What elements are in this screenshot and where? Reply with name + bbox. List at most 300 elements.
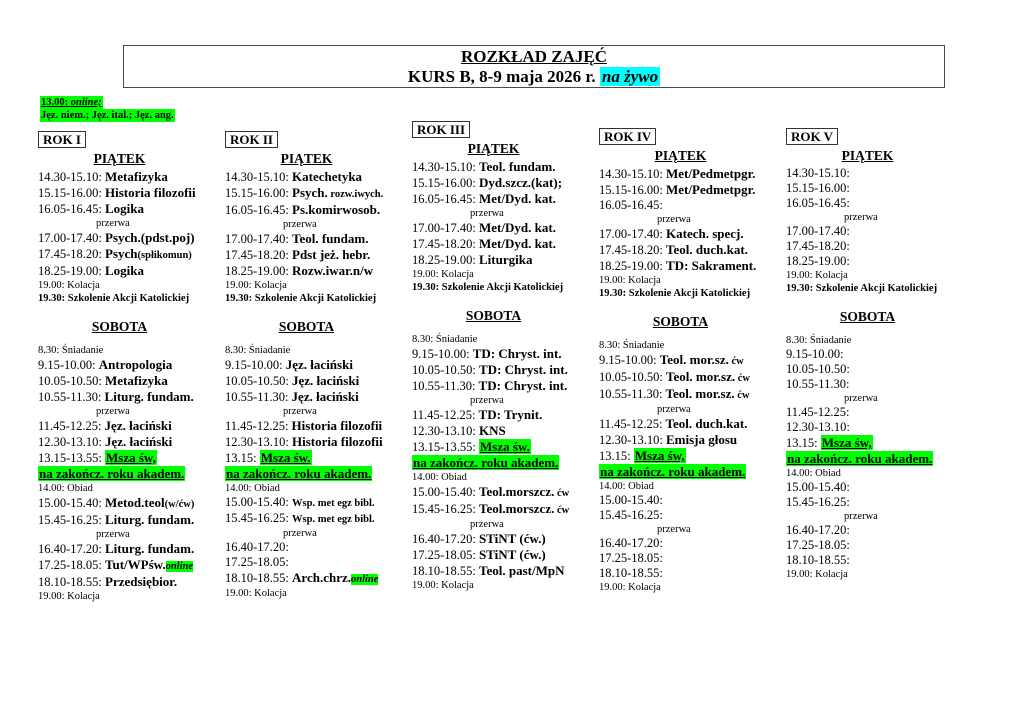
time-label: 15.15-16.00:	[412, 176, 480, 190]
subject-label: STiNT (ćw.)	[479, 547, 546, 562]
time-label: 15.00-15.40:	[412, 485, 480, 499]
subject-label: TD: Sakrament.	[666, 258, 757, 273]
schedule-row	[38, 434, 225, 450]
note-languages: Jęz. niem.; Jęz. ital.; Jęz. ang.	[41, 110, 174, 121]
time-label: 17.45-18.20:	[225, 248, 293, 262]
time-label: 16.05-16.45:	[38, 202, 106, 216]
schedule-row	[412, 346, 599, 362]
time-label: 12.30-13.10:	[786, 420, 850, 434]
time-label: 10.55-11.30:	[599, 387, 666, 401]
meal-row: 19.00: Kolacja	[38, 591, 100, 602]
meal-row: 19.00: Kolacja	[599, 275, 661, 286]
subject-label: Teol.morszcz.	[479, 484, 555, 499]
schedule-row	[38, 230, 225, 246]
mass-continued-label: na zakończ. roku akadem.	[39, 466, 185, 481]
subject-label: Logika	[105, 263, 145, 278]
friday-header: PIĄTEK	[93, 151, 146, 166]
time-label: 17.00-17.40:	[786, 224, 850, 238]
time-label: 10.55-11.30:	[225, 390, 292, 404]
subject-label: Jęz. łaciński	[285, 357, 353, 372]
online-badge: online	[165, 561, 194, 572]
time-label: 18.10-18.55:	[225, 571, 293, 585]
break-row: przerwa	[283, 219, 317, 230]
training-row: 19.30: Szkolenie Akcji Katolickiej	[599, 288, 751, 299]
schedule-row	[38, 418, 225, 434]
schedule-row	[225, 202, 412, 218]
mass-label: Msza św,	[634, 448, 685, 463]
schedule-row	[38, 574, 225, 590]
time-label: 16.40-17.20:	[412, 532, 480, 546]
subject-label: TD: Chryst. int.	[478, 378, 568, 393]
schedule-row	[786, 538, 973, 553]
time-label: 10.05-10.50:	[225, 374, 293, 388]
schedule-row	[412, 159, 599, 175]
training-row: 19.30: Szkolenie Akcji Katolickiej	[225, 293, 377, 304]
mass-label: Msza św.	[480, 439, 530, 454]
time-label: 14.30-15.10:	[786, 166, 850, 180]
subject-small-label: ćw	[554, 488, 570, 499]
subject-label: Antropologia	[98, 357, 173, 372]
schedule-row	[225, 373, 412, 389]
schedule-row	[599, 226, 786, 242]
note-time: 13.00:	[41, 97, 69, 108]
subject-small-label: ćw	[735, 373, 750, 384]
time-label: 10.05-10.50:	[599, 370, 667, 384]
subject-small-label: ćw	[734, 390, 750, 401]
time-label: 14.30-15.10:	[38, 170, 106, 184]
subject-label: Teol. past/MpN	[479, 563, 565, 578]
schedule-row	[38, 185, 225, 201]
schedule-row	[786, 224, 973, 239]
year-title-box	[599, 128, 786, 147]
time-label: 18.25-19.00:	[412, 253, 480, 267]
subject-label: Teol. mor.sz.	[665, 386, 735, 401]
time-label: 15.45-16.25:	[38, 513, 106, 527]
schedule-row	[225, 418, 412, 434]
meal-row: 14.00: Obiad	[225, 483, 280, 494]
subject-small-label: rozw.iwych.	[327, 189, 384, 200]
friday-header: PIĄTEK	[841, 148, 894, 163]
schedule-row	[412, 362, 599, 378]
time-label: 10.55-11.30:	[38, 390, 105, 404]
subject-label: Katechetyka	[292, 169, 363, 184]
schedule-row	[786, 377, 973, 392]
year-column-4	[599, 128, 786, 603]
subject-label: Met/Pedmetpgr.	[666, 182, 756, 197]
schedule-row	[786, 254, 973, 269]
schedule-row	[412, 484, 599, 501]
schedule-row	[412, 455, 599, 471]
subject-label: Psych.	[292, 185, 328, 200]
subject-label: Jęz. łaciński	[292, 373, 360, 388]
subject-label: Teol. mor.sz.	[659, 352, 729, 367]
break-row: przerwa	[283, 528, 317, 539]
time-label: 17.00-17.40:	[599, 227, 667, 241]
online-languages-note	[40, 96, 175, 122]
break-row: przerwa	[844, 393, 878, 404]
year-column-3	[412, 121, 599, 603]
schedule-row	[599, 258, 786, 274]
training-row: 19.30: Szkolenie Akcji Katolickiej	[786, 283, 938, 294]
time-label: 9.15-10.00:	[38, 358, 99, 372]
schedule-row	[38, 495, 225, 512]
time-label: 9.15-10.00:	[412, 347, 473, 361]
break-row: przerwa	[657, 214, 691, 225]
mass-label: Msza św,	[106, 450, 156, 465]
time-label: 17.45-18.20:	[599, 243, 667, 257]
schedule-row	[225, 169, 412, 185]
subject-label: Przedsiębior.	[105, 574, 178, 589]
time-label: 13.15:	[599, 449, 634, 463]
schedule-row	[225, 511, 412, 527]
time-label: 13.15-13.55:	[38, 451, 106, 465]
meal-row: 8.30: Śniadanie	[412, 334, 478, 345]
schedule-row	[786, 451, 973, 467]
schedule-row	[599, 566, 786, 581]
time-label: 15.15-16.00:	[599, 183, 667, 197]
online-badge: online	[350, 574, 379, 585]
schedule-row	[599, 508, 786, 523]
schedule-row	[412, 547, 599, 563]
subject-label: Historia filozofii	[292, 434, 383, 449]
time-label: 15.45-16.25:	[412, 502, 480, 516]
break-row: przerwa	[844, 212, 878, 223]
break-row: przerwa	[470, 519, 504, 530]
schedule-row	[38, 373, 225, 389]
schedule-row	[599, 198, 786, 213]
schedule-row	[599, 464, 786, 480]
year-title: ROK III	[412, 121, 470, 138]
schedule-row	[38, 246, 225, 263]
time-label: 17.00-17.40:	[225, 232, 293, 246]
subject-label: Jęz. łaciński	[105, 434, 173, 449]
saturday-header: SOBOTA	[652, 314, 709, 329]
schedule-row	[599, 369, 786, 386]
time-label: 12.30-13.10:	[412, 424, 480, 438]
schedule-row	[786, 196, 973, 211]
subject-label: Liturg. fundam.	[104, 389, 194, 404]
break-row: przerwa	[96, 529, 130, 540]
time-label: 11.45-12.25:	[412, 408, 479, 422]
year-title: ROK I	[38, 131, 86, 148]
schedule-row	[786, 181, 973, 196]
time-label: 16.05-16.45:	[225, 203, 293, 217]
schedule-row	[38, 389, 225, 405]
header-box	[123, 45, 945, 88]
schedule-row	[412, 220, 599, 236]
meal-row: 19.00: Kolacja	[412, 269, 474, 280]
subject-label: Met/Dyd. kat.	[479, 236, 556, 251]
year-title: ROK II	[225, 131, 278, 148]
course-date-label: KURS B, 8-9 maja 2026 r.	[407, 67, 596, 86]
time-label: 16.40-17.20:	[225, 540, 289, 554]
meal-row: 19.00: Kolacja	[225, 280, 287, 291]
subject-label: Metod.teol	[105, 495, 165, 510]
meal-row: 14.00: Obiad	[599, 481, 654, 492]
time-label: 15.15-16.00:	[38, 186, 106, 200]
time-label: 9.15-10.00:	[786, 347, 844, 361]
training-row: 19.30: Szkolenie Akcji Katolickiej	[412, 282, 564, 293]
subject-label: Psych	[105, 246, 138, 261]
schedule-row	[38, 169, 225, 185]
schedule-row	[786, 405, 973, 420]
friday-header: PIĄTEK	[280, 151, 333, 166]
meal-row: 19.00: Kolacja	[225, 588, 287, 599]
break-row: przerwa	[657, 404, 691, 415]
subject-label: TD: Chryst. int.	[472, 346, 562, 361]
time-label: 15.15-16.00:	[786, 181, 850, 195]
schedule-row	[225, 263, 412, 279]
meal-row: 8.30: Śniadanie	[225, 345, 291, 356]
schedule-row	[225, 495, 412, 511]
year-title-box	[412, 121, 599, 140]
schedule-row	[412, 236, 599, 252]
schedule-row	[225, 540, 412, 555]
schedule-row	[412, 563, 599, 579]
time-label: 17.45-18.20:	[412, 237, 480, 251]
subject-label: Logika	[105, 201, 145, 216]
time-label: 10.55-11.30:	[786, 377, 850, 391]
time-label: 17.45-18.20:	[38, 247, 106, 261]
time-label: 17.45-18.20:	[786, 239, 850, 253]
break-row: przerwa	[470, 208, 504, 219]
break-row: przerwa	[283, 406, 317, 417]
time-label: 9.15-10.00:	[599, 353, 660, 367]
subject-label: Metafizyka	[105, 169, 168, 184]
time-label: 15.00-15.40:	[38, 496, 106, 510]
schedule-row	[225, 185, 412, 202]
year-title: ROK V	[786, 128, 838, 145]
mass-continued-label: na zakończ. roku akadem.	[226, 466, 372, 481]
time-label: 13.15:	[225, 451, 260, 465]
subject-label: Historia filozofii	[291, 418, 383, 433]
meal-row: 19.00: Kolacja	[599, 582, 661, 593]
schedule-row	[599, 386, 786, 403]
schedule-row	[412, 439, 599, 455]
schedule-row	[38, 557, 225, 574]
meal-row: 19.00: Kolacja	[786, 270, 848, 281]
schedule-row	[786, 435, 973, 451]
schedule-row	[599, 242, 786, 258]
time-label: 9.15-10.00:	[225, 358, 286, 372]
time-label: 10.05-10.50:	[412, 363, 480, 377]
subject-label: Jęz. łaciński	[291, 389, 359, 404]
subject-label: Liturgika	[479, 252, 533, 267]
break-row: przerwa	[96, 218, 130, 229]
schedule-row	[599, 493, 786, 508]
time-label: 14.30-15.10:	[225, 170, 293, 184]
meal-row: 14.00: Obiad	[38, 483, 93, 494]
subject-label: STiNT (ćw.)	[479, 531, 546, 546]
subject-label: Met/Dyd. kat.	[479, 220, 556, 235]
time-label: 17.25-18.05:	[599, 551, 663, 565]
subject-small-label: ćw	[554, 505, 570, 516]
schedule-row	[225, 555, 412, 570]
time-label: 17.25-18.05:	[786, 538, 850, 552]
time-label: 16.05-16.45:	[786, 196, 850, 210]
time-label: 12.30-13.10:	[38, 435, 106, 449]
meal-row: 8.30: Śniadanie	[599, 340, 665, 351]
mass-label: Msza św,	[821, 435, 872, 450]
time-label: 15.15-16.00:	[225, 186, 293, 200]
columns	[38, 122, 988, 603]
time-label: 17.00-17.40:	[38, 231, 106, 245]
subject-label: Teol. fundam.	[292, 231, 369, 246]
subject-label: Liturg. fundam.	[105, 512, 195, 527]
mass-continued-label: na zakończ. roku akadem.	[600, 464, 746, 479]
subject-label: Teol. duch.kat.	[666, 242, 748, 257]
year-column-1	[38, 131, 225, 603]
subject-label: Liturg. fundam.	[105, 541, 195, 556]
time-label: 16.05-16.45:	[412, 192, 480, 206]
schedule-row	[786, 362, 973, 377]
schedule-row	[599, 182, 786, 198]
schedule-row	[786, 495, 973, 510]
time-label: 11.45-12.25:	[599, 417, 666, 431]
schedule-row	[412, 407, 599, 423]
schedule-row	[786, 420, 973, 435]
subject-label: KNS	[479, 423, 506, 438]
subject-label: Rozw.iwar.n/w	[292, 263, 374, 278]
subject-label: Emisja głosu	[666, 432, 738, 447]
time-label: 15.00-15.40:	[786, 480, 850, 494]
meal-row: 19.00: Kolacja	[786, 569, 848, 580]
time-label: 17.25-18.05:	[225, 555, 289, 569]
subject-label: Psych.(pdst.poj)	[105, 230, 195, 245]
break-row: przerwa	[470, 395, 504, 406]
subject-label: Historia filozofii	[105, 185, 196, 200]
friday-header: PIĄTEK	[654, 148, 707, 163]
meal-row: 19.00: Kolacja	[38, 280, 100, 291]
time-label: 16.40-17.20:	[786, 523, 850, 537]
time-label: 12.30-13.10:	[599, 433, 667, 447]
note-time-line	[40, 96, 103, 109]
subject-label: Metafizyka	[105, 373, 168, 388]
schedule-row	[599, 536, 786, 551]
year-title: ROK IV	[599, 128, 656, 145]
schedule-row	[38, 450, 225, 466]
saturday-header: SOBOTA	[91, 319, 148, 334]
time-label: 15.45-16.25:	[786, 495, 850, 509]
schedule-row	[786, 347, 973, 362]
schedule-row	[412, 378, 599, 394]
live-badge: na żywo	[601, 67, 659, 86]
time-label: 13.15-13.55:	[412, 440, 480, 454]
time-label: 11.45-12.25:	[786, 405, 850, 419]
subject-label: Tut/WPśw.	[105, 557, 166, 572]
schedule-row	[599, 166, 786, 182]
schedule-row	[225, 434, 412, 450]
schedule-row	[38, 466, 225, 482]
time-label: 12.30-13.10:	[225, 435, 293, 449]
saturday-header: SOBOTA	[839, 309, 896, 324]
schedule-row	[786, 523, 973, 538]
time-label: 14.30-15.10:	[599, 167, 667, 181]
schedule-row	[225, 247, 412, 263]
time-label: 18.10-18.55:	[786, 553, 850, 567]
schedule-row	[412, 531, 599, 547]
subject-label: Met/Dyd. kat.	[479, 191, 556, 206]
year-title-box	[225, 131, 412, 150]
subject-label: TD: Chryst. int.	[479, 362, 568, 377]
meal-row: 19.00: Kolacja	[412, 580, 474, 591]
friday-header: PIĄTEK	[467, 141, 520, 156]
year-column-2	[225, 131, 412, 603]
schedule-row	[786, 553, 973, 568]
schedule-row	[412, 252, 599, 268]
break-row: przerwa	[96, 406, 130, 417]
time-label: 18.25-19.00:	[225, 264, 293, 278]
time-label: 10.05-10.50:	[38, 374, 106, 388]
break-row: przerwa	[657, 524, 691, 535]
subject-small-label: ćw	[728, 356, 744, 367]
schedule-row	[599, 352, 786, 369]
year-title-box	[786, 128, 973, 147]
schedule-row	[38, 263, 225, 279]
note-online-label: online;	[70, 97, 102, 108]
schedule-row	[599, 432, 786, 448]
year-column-5	[786, 128, 973, 603]
time-label: 18.10-18.55:	[599, 566, 663, 580]
subject-label: Teol. duch.kat.	[665, 416, 748, 431]
schedule-row	[412, 175, 599, 191]
break-row: przerwa	[844, 511, 878, 522]
schedule-row	[225, 231, 412, 247]
schedule-row	[599, 416, 786, 432]
schedule-row	[599, 551, 786, 566]
time-label: 18.25-19.00:	[599, 259, 667, 273]
time-label: 14.30-15.10:	[412, 160, 480, 174]
time-label: 17.00-17.40:	[412, 221, 480, 235]
meal-row: 14.00: Obiad	[786, 468, 841, 479]
schedule-row	[786, 239, 973, 254]
schedule-row	[225, 570, 412, 587]
time-label: 16.40-17.20:	[599, 536, 663, 550]
time-label: 17.25-18.05:	[412, 548, 480, 562]
time-label: 15.45-16.25:	[599, 508, 663, 522]
time-label: 15.00-15.40:	[225, 495, 293, 509]
time-label: 10.55-11.30:	[412, 379, 479, 393]
subject-label: Teol. mor.sz.	[666, 369, 736, 384]
schedule-row	[38, 357, 225, 373]
schedule-row	[225, 466, 412, 482]
schedule-row	[412, 423, 599, 439]
subject-label: Jęz. łaciński	[104, 418, 172, 433]
time-label: 16.40-17.20:	[38, 542, 106, 556]
schedule-row	[225, 357, 412, 373]
subject-small-label: (spłikomun)	[137, 250, 192, 261]
schedule-row	[225, 389, 412, 405]
subject-label: TD: Trynit.	[478, 407, 543, 422]
subject-small-label: (w/ćw)	[164, 499, 195, 510]
subject-label: Teol. fundam.	[479, 159, 556, 174]
schedule-row	[412, 191, 599, 207]
subject-small-label: Wsp. met egz bibl.	[292, 514, 375, 525]
subject-label: Dyd.szcz.(kat);	[479, 175, 563, 190]
page-title: ROZKŁAD ZAJĘĆ	[461, 47, 607, 66]
training-row: 19.30: Szkolenie Akcji Katolickiej	[38, 293, 190, 304]
year-title-box	[38, 131, 225, 150]
subject-label: Pdst jeż. hebr.	[292, 247, 371, 262]
time-label: 15.00-15.40:	[599, 493, 663, 507]
schedule-row	[786, 166, 973, 181]
subject-label: Met/Pedmetpgr.	[666, 166, 756, 181]
saturday-header: SOBOTA	[465, 308, 522, 323]
schedule-row	[599, 448, 786, 464]
schedule-row	[38, 201, 225, 217]
mass-continued-label: na zakończ. roku akadem.	[413, 455, 559, 470]
subject-label: Arch.chrz.	[292, 570, 351, 585]
